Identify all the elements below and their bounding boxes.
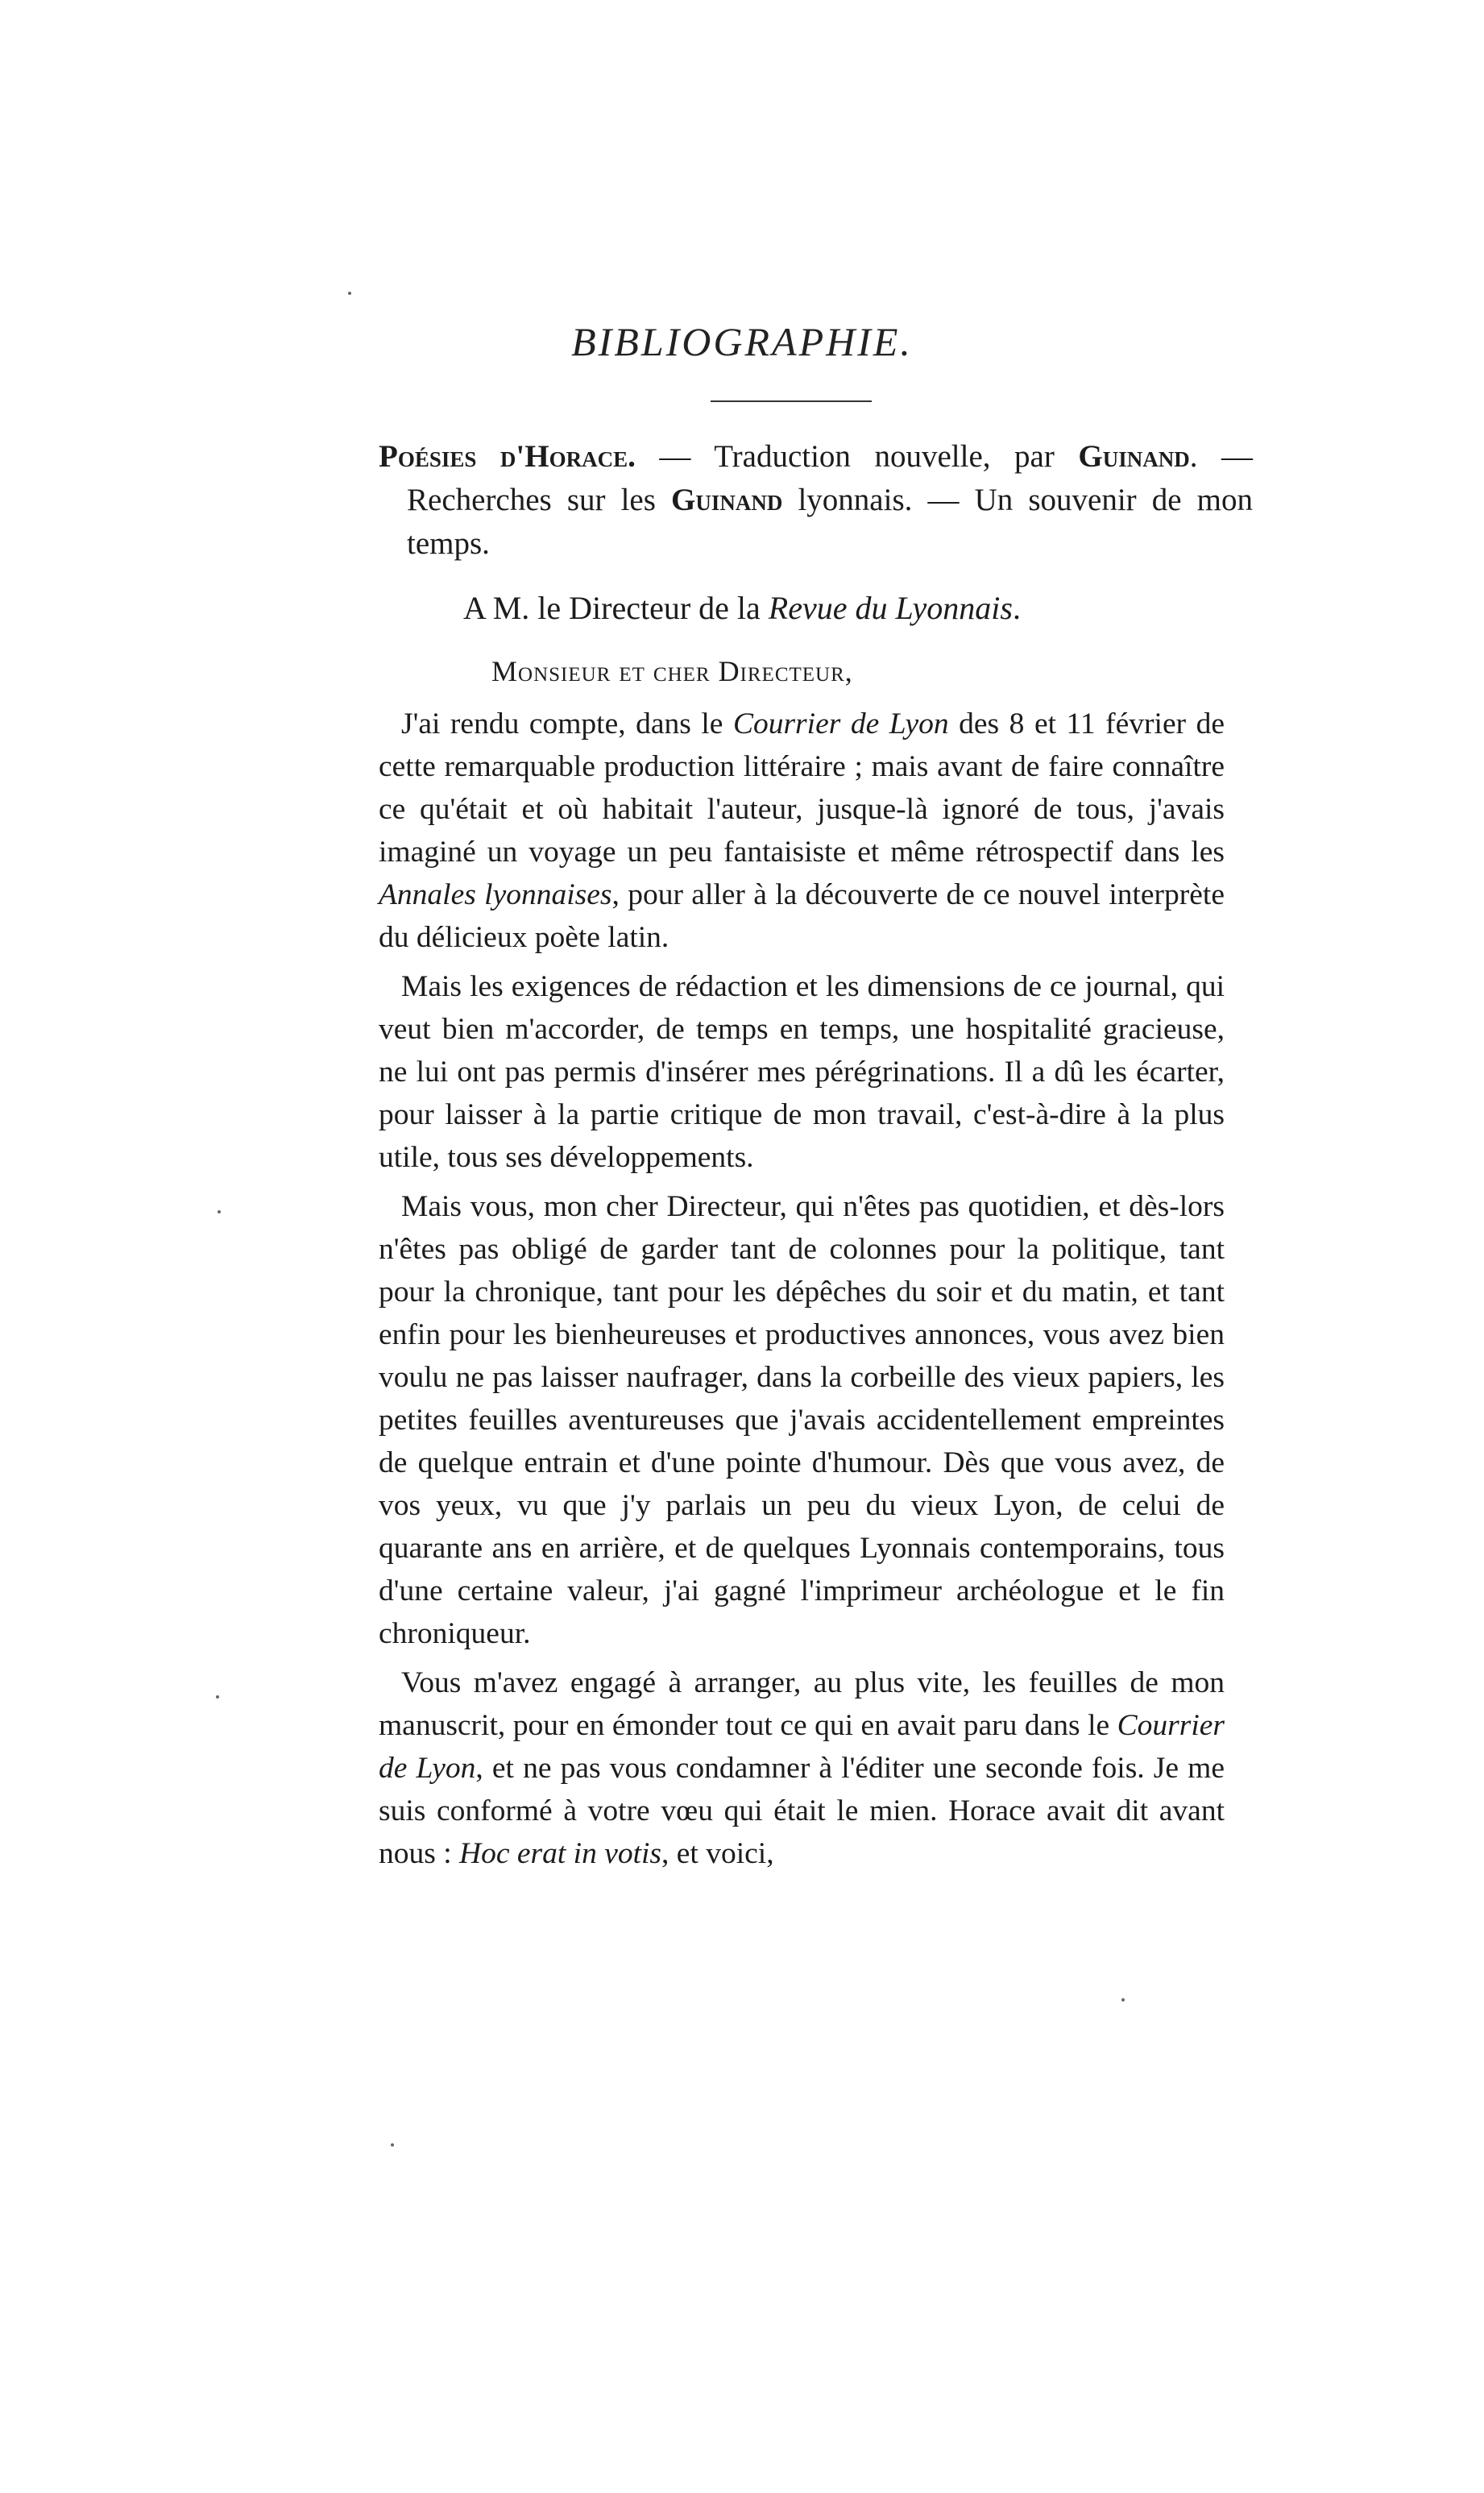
p4-text-a: Vous m'avez engagé à arranger, au plus vite, les feuilles de mon manuscrit, pour en émonder tout ce qui en avait paru dans le bbox=[379, 1666, 1225, 1742]
entry-work-title: Poésies d'Horace. bbox=[379, 439, 636, 474]
p4-latin-italic: Hoc erat in votis bbox=[459, 1837, 662, 1870]
dedication-journal: Revue du Lyonnais bbox=[768, 590, 1013, 626]
section-title: BIBLIOGRAPHIE. bbox=[571, 319, 913, 364]
paragraph-2: Mais les exigences de rédaction et les dimensions de ce journal, qui veut bien m'accorder, de temps en temps, une hospitalité gracieuse, ne lui ont pas permis d'insérer mes pérégrinations. Il a dû les écarter, pour laisser à la partie critique de mon travail, c'est-à-dire à la plus utile, tous ses développements. bbox=[379, 970, 1225, 1174]
entry-text-1: — Traduction nouvelle, par bbox=[635, 439, 1079, 474]
p4-text-e: , et voici, bbox=[661, 1837, 774, 1870]
title-divider bbox=[711, 400, 872, 402]
p1-annales-italic: Annales lyonnaises bbox=[379, 878, 612, 911]
paper-speck bbox=[348, 292, 351, 295]
p1-journal-italic: Courrier de Lyon bbox=[732, 707, 949, 740]
p4-text-c: , et ne pas vous condamner à l'éditer une seconde fois. Je me suis conformé à votre vœu qui était le mien. Horace avait dit avant nous : bbox=[379, 1752, 1225, 1870]
dedication-line bbox=[0, 587, 1484, 630]
paper-speck bbox=[1121, 1998, 1125, 2001]
dedication-prefix: A M. le Directeur de la bbox=[463, 590, 769, 626]
p1-text-e: , pour aller à la découverte de ce nouvel interprète du délicieux poète latin. bbox=[379, 878, 1225, 954]
paper-speck bbox=[391, 2143, 394, 2147]
bibliographic-entry bbox=[379, 435, 1253, 566]
entry-author-2: Guinand bbox=[671, 483, 783, 517]
paragraph-3: Mais vous, mon cher Directeur, qui n'êtes pas quotidien, et dès-lors n'êtes pas obligé de garder tant de colonnes pour la politique, tant pour la chronique, tant pour les dépêches du soir et du matin, et tant enfin pour les bienheureuses et productives annonces, vous avez bien voulu ne pas laisser naufrager, dans la corbeille des vieux papiers, les petites feuilles aventureuses que j'avais accidentellement empreintes de quelque entrain et d'une pointe d'humour. Dès que vous avez, de vos yeux, vu que j'y parlais un peu du vieux Lyon, de celui de quarante ans en arrière, et de quelques Lyonnais contemporains, tous d'une certaine valeur, j'ai gagné l'imprimeur archéologue et le fin chroniqueur. bbox=[379, 1190, 1225, 1650]
entry-author: Guinand bbox=[1078, 439, 1190, 474]
entry-text-2: . — Recherches sur les bbox=[407, 439, 1253, 517]
p1-text-a: J'ai rendu compte, dans le bbox=[401, 707, 733, 740]
paragraph-1 bbox=[379, 703, 1225, 959]
paper-speck bbox=[218, 1210, 221, 1213]
p4-journal-italic: Courrier de Lyon bbox=[379, 1709, 1225, 1785]
dedication-suffix: . bbox=[1012, 590, 1021, 626]
p1-text-c: des 8 et 11 février de cette remarquable production littéraire ; mais avant de faire connaître ce qu'était et où habitait l'auteur, jusque-là ignoré de tous, j'avais imaginé un voyage un peu fantaisiste et même rétrospectif dans les bbox=[379, 707, 1225, 869]
paper-speck bbox=[216, 1695, 219, 1699]
paragraph-4 bbox=[379, 1661, 1225, 1875]
letter-body bbox=[379, 703, 1225, 1875]
entry-text-3: lyonnais. — Un souvenir de mon temps. bbox=[407, 483, 1254, 561]
salutation: Monsieur et cher Directeur, bbox=[491, 655, 853, 687]
